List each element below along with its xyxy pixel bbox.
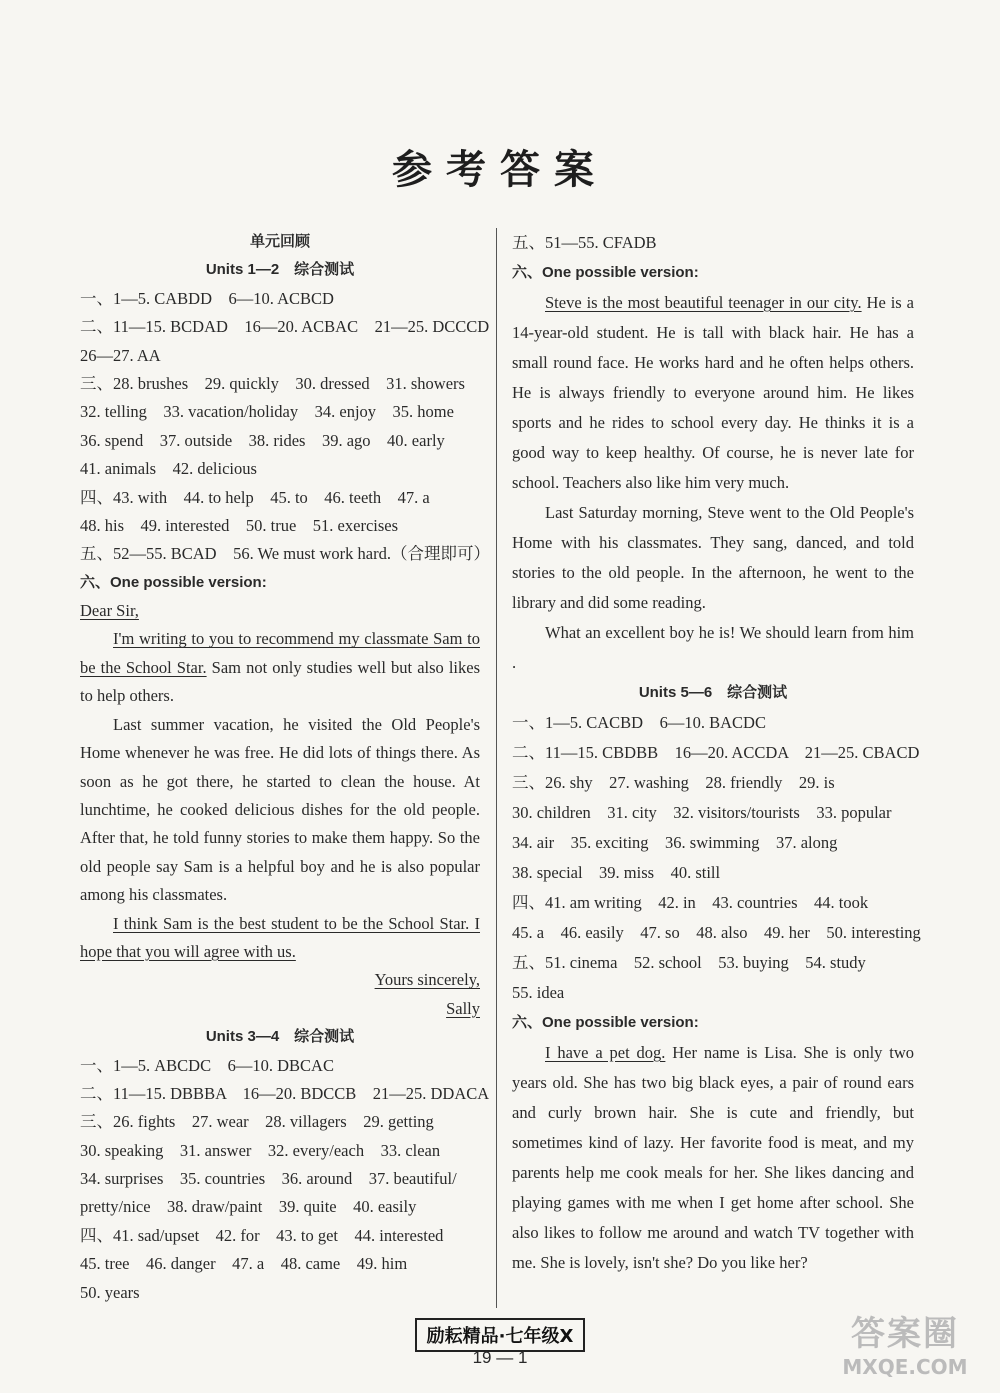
letter-essay: [80, 597, 480, 1023]
brand-label: 励耘精品·七年级X: [415, 1318, 586, 1352]
units-1-2-heading: Units 1—2 综合测试: [205, 261, 355, 279]
answer-line: 48. his 49. interested 50. true 51. exercises: [80, 515, 399, 535]
answer-line: 38. special 39. miss 40. still: [512, 863, 721, 882]
letter-signature: [80, 995, 480, 1023]
letter-paragraph-1: [80, 625, 480, 710]
watermark-logo: 答案圈: [851, 1314, 959, 1354]
letter-paragraph-3: [80, 910, 480, 967]
letter-closing-sentence: I think Sam is the best student to be the School Star. I hope that you will agree with us.: [80, 913, 480, 961]
letter-p1-rest: Sam not only studies well but also likes to help others.: [80, 657, 481, 706]
answer-line: 55. idea: [512, 983, 565, 1002]
answer-line: 五、52—55. BCAD 56. We must work hard.（合理即可）: [80, 544, 490, 564]
letter-salutation: Dear Sir,: [80, 601, 139, 621]
answer-line: 41. animals 42. delicious: [80, 459, 257, 479]
letter-paragraph-2: Last summer vacation, he visited the Old People's Home whenever he was free. He did lots of things there. As soon as he got there, he started to clean the house. At lunchtime, he cooked delicious dishes for the old people. After that, he told funny stories to make them happy. So the old people say Sam is a helpful boy and he is also popular among his classmates.: [80, 714, 480, 905]
answer-line: 五、51. cinema 52. school 53. buying 54. study: [512, 953, 866, 972]
version-label: 六、One possible version:: [512, 1014, 699, 1031]
page-title: 参考答案: [392, 147, 608, 192]
answer-line: 34. air 35. exciting 36. swimming 37. along: [512, 833, 838, 852]
answer-line: 一、1—5. CABDD 6—10. ACBCD: [80, 288, 334, 308]
answer-line: 二、11—15. DBBBA 16—20. BDCCB 21—25. DDACA: [80, 1083, 490, 1103]
answer-line: 二、11—15. CBDBB 16—20. ACCDA 21—25. CBACD: [512, 743, 920, 762]
section-heading: 单元回顾: [249, 233, 310, 250]
version-label: 六、One possible version:: [80, 573, 267, 591]
column-divider: [496, 228, 497, 1308]
answer-line: 三、26. fights 27. wear 28. villagers 29. getting: [80, 1112, 434, 1132]
essay1-paragraph-3: What an excellent boy he is! We should learn from him .: [512, 623, 914, 672]
essay-pet-dog: [512, 1038, 914, 1278]
answer-line: 一、1—5. ABCDC 6—10. DBCAC: [80, 1055, 334, 1075]
essay-steve: [512, 288, 914, 678]
answer-line: 30. speaking 31. answer 32. every/each 33. clean: [80, 1140, 441, 1160]
closing-text: Yours sincerely,: [374, 970, 480, 990]
answer-line: 50. years: [80, 1282, 140, 1302]
units-3-4-heading: Units 3—4 综合测试: [205, 1028, 355, 1046]
answer-line: 32. telling 33. vacation/holiday 34. enjoy 35. home: [80, 402, 454, 422]
version-label: 六、One possible version:: [512, 264, 699, 281]
answer-line: 30. children 31. city 32. visitors/tourists 33. popular: [512, 803, 892, 822]
watermark-url: MXQE.COM: [842, 1355, 968, 1379]
answer-line: 三、28. brushes 29. quickly 30. dressed 31. showers: [80, 373, 465, 393]
page-number: 19 — 1: [472, 1348, 528, 1367]
answer-line: 二、11—15. BCDAD 16—20. ACBAC 21—25. DCCCD: [80, 317, 490, 337]
letter-topic-sentence: I'm writing to you to recommend my classmate Sam to be the School Star.: [80, 629, 480, 677]
units-5-6-heading: Units 5—6 综合测试: [638, 684, 788, 701]
essay1-p1-rest: He is a 14-year-old student. He is tall with black hair. He has a small round face. He works hard and he often helps others. He is always friendly to everyone around him. He likes sports and he rides to school every day. He thinks it is a good way to keep healthy. Of course, he is never late for school. Teachers also like him very much.: [512, 293, 914, 492]
answer-line: 四、41. am writing 42. in 43. countries 44. took: [512, 893, 869, 912]
essay1-topic-sentence: Steve is the most beautiful teenager in our city.: [545, 293, 862, 312]
answer-line: 45. tree 46. danger 47. a 48. came 49. him: [80, 1254, 408, 1274]
letter-closing: [80, 966, 480, 994]
answer-line: 五、51—55. CFADB: [512, 233, 657, 252]
essay2-paragraph-1: [512, 1038, 914, 1278]
essay1-paragraph-2: Last Saturday morning, Steve went to the Old People's Home with his classmates. They sang, danced, and told stories to the old people. In the afternoon, he went to the library and did some reading.: [512, 503, 914, 612]
essay2-p1-rest: Her name is Lisa. She is only two years old. She has two big black eyes, a pair of round ears and curly brown hair. She is cute and friendly, but sometimes kind of lazy. Her favorite food is meat, and my parents help me cook meals for her. She likes dancing and playing games with me when I get home after school. She also likes to follow me around and watch TV together with me. She is lovely, isn't she? Do you like her?: [512, 1043, 915, 1272]
answer-line: 45. a 46. easily 47. so 48. also 49. her 50. interesting: [512, 923, 921, 942]
answer-line: 26—27. AA: [80, 345, 161, 365]
answer-line: 三、26. shy 27. washing 28. friendly 29. is: [512, 773, 835, 792]
left-column: [80, 228, 490, 1307]
answer-line: 一、1—5. CACBD 6—10. BACDC: [512, 713, 766, 732]
answer-line: 36. spend 37. outside 38. rides 39. ago 40. early: [80, 430, 445, 450]
answer-line: 四、41. sad/upset 42. for 43. to get 44. interested: [80, 1225, 444, 1245]
answer-line: 四、43. with 44. to help 45. to 46. teeth 47. a: [80, 487, 430, 507]
right-column: [512, 228, 921, 1278]
signature-text: Sally: [446, 998, 480, 1018]
essay2-topic-sentence: I have a pet dog.: [545, 1043, 666, 1062]
answer-line: 34. surprises 35. countries 36. around 37. beautiful/: [80, 1169, 457, 1189]
essay1-paragraph-1: [512, 288, 914, 498]
answer-line: pretty/nice 38. draw/paint 39. quite 40. easily: [80, 1197, 417, 1217]
watermark: [830, 1306, 980, 1379]
